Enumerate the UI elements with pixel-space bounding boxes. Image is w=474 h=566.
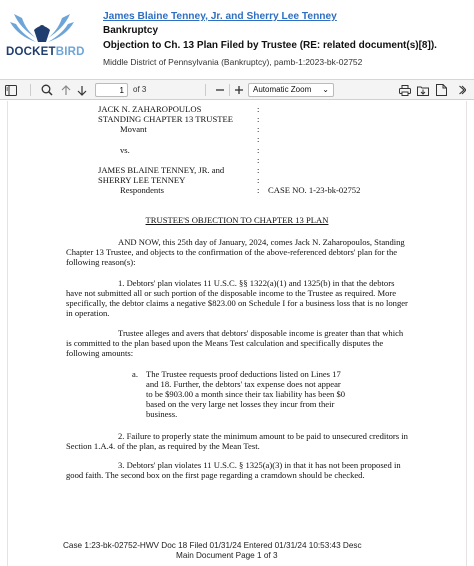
- prev-page-icon[interactable]: [59, 82, 73, 98]
- caption-colon: :: [257, 175, 260, 185]
- respondents-label: Respondents: [120, 185, 164, 195]
- sidebar-icon[interactable]: [3, 82, 19, 98]
- document-title: Objection to Ch. 13 Plan Filed by Trustee (RE: related document(s)[8]).: [103, 40, 437, 51]
- objection-2: 2. Failure to properly state the minimum amount to be paid to unsecured creditors in Section 1.A.4. of the plan, as required by the Mean Test.: [66, 431, 408, 451]
- more-icon[interactable]: [455, 82, 469, 98]
- caption-colon: :: [257, 155, 260, 165]
- case-header: [0, 0, 474, 78]
- next-page-icon[interactable]: [75, 82, 89, 98]
- chevron-down-icon: ⌄: [322, 85, 329, 94]
- ecf-footer-line-1: Case 1:23-bk-02752-HWV Doc 18 Filed 01/31/24 Entered 01/31/24 10:53:43 Desc: [63, 541, 362, 550]
- pdf-page: [7, 101, 467, 566]
- debtor-name-2: SHERRY LEE TENNEY: [98, 175, 186, 185]
- docketbird-logo: [6, 8, 78, 70]
- caption-colon: :: [257, 145, 260, 155]
- case-number: CASE NO. 1-23-bk-02752: [268, 185, 361, 195]
- logo-wordmark: DOCKETBIRD: [6, 46, 85, 58]
- trustee-title: STANDING CHAPTER 13 TRUSTEE: [98, 114, 233, 124]
- caption-colon: :: [257, 114, 260, 124]
- objection-3: 3. Debtors' plan violates 11 U.S.C. § 1325(a)(3) in that it has not been proposed in good faith. The second box on the first page regarding a cramdown should be checked.: [66, 460, 401, 480]
- toolbar-divider: [30, 84, 31, 96]
- objection-1: 1. Debtors' plan violates 11 U.S.C. §§ 1322(a)(1) and 1325(b) in that the debtors have not submitted all or such portion of the disposable income to the Trustee as required. More specifically, the debtor claims a negative $823.00 on Schedule I for a business loss that is no longer in operation.: [66, 278, 408, 318]
- court-type: Bankruptcy: [103, 25, 159, 36]
- debtor-name-1: JAMES BLAINE TENNEY, JR. and: [98, 165, 225, 175]
- item-a-label: a.: [132, 369, 138, 379]
- search-icon[interactable]: [39, 82, 55, 98]
- caption-colon: :: [257, 124, 260, 134]
- page-total-label: of 3: [133, 85, 147, 94]
- item-a-text: The Trustee requests proof deductions listed on Lines 17 and 18. Further, the debtors' tax expense does not appear to be $903.00 a month since their tax liability has been $0 based on the very large net losses they incur from their business.: [146, 369, 346, 419]
- toolbar-divider: [229, 84, 230, 96]
- movant-label: Movant: [120, 124, 147, 134]
- pdf-viewer[interactable]: [0, 101, 474, 566]
- zoom-select-value: Automatic Zoom: [253, 85, 312, 94]
- caption-colon: :: [257, 104, 260, 114]
- caption-colon: :: [257, 185, 260, 195]
- pdf-toolbar: [0, 79, 474, 100]
- zoom-out-icon[interactable]: [213, 82, 227, 98]
- document-heading: TRUSTEE'S OBJECTION TO CHAPTER 13 PLAN: [145, 215, 329, 225]
- download-icon[interactable]: [416, 82, 430, 98]
- zoom-select[interactable]: [248, 83, 334, 97]
- print-icon[interactable]: [398, 82, 412, 98]
- case-title-link[interactable]: James Blaine Tenney, Jr. and Sherry Lee Tenney: [103, 11, 337, 22]
- trustee-name: JACK N. ZAHAROPOULOS: [98, 104, 202, 114]
- vs-label: vs.: [120, 145, 130, 155]
- trustee-allegation: Trustee alleges and avers that debtors' disposable income is greater than that which is committed to the plan based upon the Means Test calculation and specifically disputes the following amounts:: [66, 328, 404, 358]
- zoom-in-icon[interactable]: [232, 82, 246, 98]
- intro-paragraph: AND NOW, this 25th day of January, 2024, comes Jack N. Zaharopoulos, Standing Chapter 13 Trustee, and objects to the confirmation of the above-referenced debtors' plan for the following reason(s):: [66, 237, 405, 267]
- caption-colon: :: [257, 134, 260, 144]
- page-number-input[interactable]: [95, 83, 128, 97]
- court-and-docket: Middle District of Pennsylvania (Bankruptcy), pamb-1:2023-bk-02752: [103, 57, 363, 67]
- open-file-icon[interactable]: [434, 82, 448, 98]
- ecf-footer-line-2: Main Document Page 1 of 3: [176, 551, 278, 560]
- toolbar-divider: [205, 84, 206, 96]
- caption-colon: :: [257, 165, 260, 175]
